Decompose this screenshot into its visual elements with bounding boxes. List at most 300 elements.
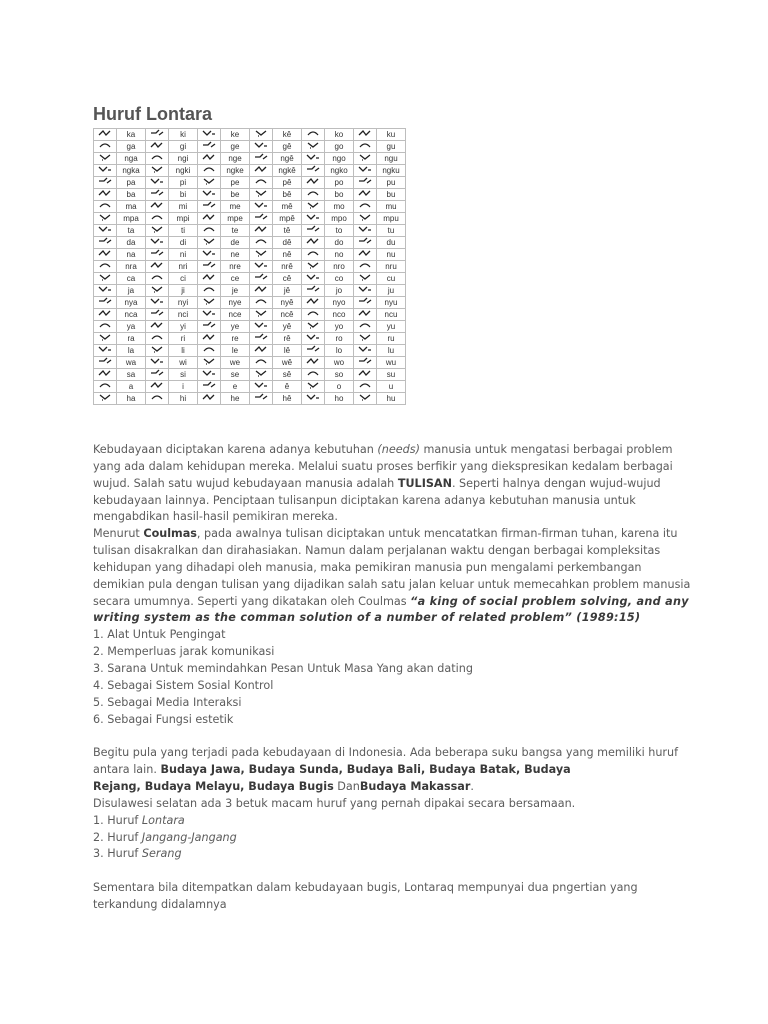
lontara-glyph-icon: [302, 129, 325, 141]
syllable-cell: ngko: [325, 165, 354, 177]
syllable-cell: mo: [325, 201, 354, 213]
lontara-glyph-icon: [94, 141, 117, 153]
syllable-cell: nga: [117, 153, 146, 165]
lontara-glyph-icon: [302, 297, 325, 309]
table-row: [94, 393, 406, 405]
syllable-cell: wo: [325, 357, 354, 369]
table-row: [94, 321, 406, 333]
script-list: [93, 813, 693, 864]
syllable-cell: mpa: [117, 213, 146, 225]
syllable-cell: gê: [273, 141, 302, 153]
syllable-cell: wi: [169, 357, 198, 369]
lontara-glyph-icon: [302, 213, 325, 225]
lontara-glyph-icon: [302, 189, 325, 201]
paragraph-sulawesi: Disulawesi selatan ada 3 betuk macam huruf yang pernah dipakai secara bersamaan.: [93, 796, 576, 810]
lontara-glyph-icon: [198, 345, 221, 357]
table-row: [94, 357, 406, 369]
lontara-glyph-icon: [250, 237, 273, 249]
lontara-glyph-icon: [354, 309, 377, 321]
syllable-cell: sa: [117, 369, 146, 381]
syllable-cell: lê: [273, 345, 302, 357]
lontara-glyph-icon: [198, 225, 221, 237]
lontara-glyph-icon: [198, 141, 221, 153]
paragraph-coulmas: Menurut Coulmas, pada awalnya tulisan diciptakan untuk mencatatkan firman-firman tuhan, karena itu tulisan disakralkan dan dirahasiakan. Namun dalam perjalanan waktu dengan berbagai kompleksitas kehidupan yang dihadapi oleh manusia, maka pemikiran manusia pun mengalami perkembangan demikian pula dengan tulisan yang dijadikan salah satu jalan keluar untuk memecahkan problem manusia secara umumnya. Seperti yang dikatakan oleh Coulmas “a king of social problem solving, and any writing system as the comman solution of a number of related problem” (1989:15): [93, 527, 691, 625]
syllable-cell: hê: [273, 393, 302, 405]
lontara-glyph-icon: [354, 369, 377, 381]
syllable-cell: wê: [273, 357, 302, 369]
syllable-cell: ti: [169, 225, 198, 237]
syllable-cell: si: [169, 369, 198, 381]
syllable-cell: ra: [117, 333, 146, 345]
syllable-cell: ci: [169, 273, 198, 285]
lontara-glyph-icon: [354, 237, 377, 249]
syllable-cell: gi: [169, 141, 198, 153]
syllable-cell: jo: [325, 285, 354, 297]
lontara-glyph-icon: [146, 261, 169, 273]
lontara-glyph-icon: [198, 381, 221, 393]
lontara-glyph-icon: [146, 345, 169, 357]
list-item: 2. Huruf Jangang-Jangang: [93, 830, 237, 844]
table-row: [94, 285, 406, 297]
lontara-glyph-icon: [250, 189, 273, 201]
lontara-glyph-icon: [302, 141, 325, 153]
lontara-glyph-icon: [198, 129, 221, 141]
lontara-glyph-icon: [302, 333, 325, 345]
syllable-cell: ju: [377, 285, 406, 297]
syllable-cell: nya: [117, 297, 146, 309]
lontara-glyph-icon: [250, 393, 273, 405]
syllable-cell: le: [221, 345, 250, 357]
paragraph-kebudayaan: Kebudayaan diciptakan karena adanya kebutuhan (needs) manusia untuk mengatasi berbagai problem yang ada dalam kehidupan mereka. Melalui suatu proses berfikir yang diekspresikan kedalam berbagai wujud. Salah satu wujud kebudayaan manusia adalah TULISAN. Seperti halnya dengan wujud-wujud kebudayaan lainnya. Penciptaan tulisanpun diciptakan karena adanya kebutuhan manusia untuk mengabdikan hasil-hasil pemikiran mereka.: [93, 443, 673, 524]
table-row: [94, 345, 406, 357]
lontara-glyph-icon: [354, 213, 377, 225]
syllable-cell: mpê: [273, 213, 302, 225]
lontara-glyph-icon: [146, 177, 169, 189]
syllable-cell: no: [325, 249, 354, 261]
syllable-cell: wa: [117, 357, 146, 369]
syllable-cell: ya: [117, 321, 146, 333]
syllable-cell: ca: [117, 273, 146, 285]
lontara-glyph-icon: [250, 333, 273, 345]
list-item: 3. Huruf Serang: [93, 847, 182, 861]
syllable-cell: yo: [325, 321, 354, 333]
lontara-glyph-icon: [354, 321, 377, 333]
lontara-glyph-icon: [302, 285, 325, 297]
lontara-script-table: [93, 128, 406, 405]
syllable-cell: to: [325, 225, 354, 237]
syllable-cell: bo: [325, 189, 354, 201]
lontara-glyph-icon: [354, 381, 377, 393]
lontara-glyph-icon: [198, 393, 221, 405]
syllable-cell: yi: [169, 321, 198, 333]
lontara-glyph-icon: [146, 141, 169, 153]
syllable-cell: se: [221, 369, 250, 381]
syllable-cell: co: [325, 273, 354, 285]
syllable-cell: du: [377, 237, 406, 249]
lontara-glyph-icon: [94, 189, 117, 201]
page-title: Huruf Lontara: [93, 104, 212, 124]
syllable-cell: ncê: [273, 309, 302, 321]
syllable-cell: nu: [377, 249, 406, 261]
lontara-glyph-icon: [302, 393, 325, 405]
lontara-glyph-icon: [198, 153, 221, 165]
syllable-cell: da: [117, 237, 146, 249]
table-row: [94, 165, 406, 177]
lontara-glyph-icon: [354, 345, 377, 357]
syllable-cell: ngka: [117, 165, 146, 177]
lontara-glyph-icon: [146, 165, 169, 177]
lontara-glyph-icon: [198, 189, 221, 201]
lontara-glyph-icon: [302, 261, 325, 273]
syllable-cell: pi: [169, 177, 198, 189]
lontara-glyph-icon: [146, 297, 169, 309]
lontara-glyph-icon: [94, 381, 117, 393]
lontara-glyph-icon: [94, 273, 117, 285]
syllable-cell: ru: [377, 333, 406, 345]
paragraph-bugis: Sementara bila ditempatkan dalam kebudayaan bugis, Lontaraq mempunyai dua pngertian yang terkandung didalamnya: [93, 881, 638, 912]
syllable-cell: nro: [325, 261, 354, 273]
lontara-glyph-icon: [250, 141, 273, 153]
lontara-glyph-icon: [354, 129, 377, 141]
lontara-glyph-icon: [198, 285, 221, 297]
syllable-cell: nge: [221, 153, 250, 165]
syllable-cell: yê: [273, 321, 302, 333]
list-item: 4. Sebagai Sistem Sosial Kontrol: [93, 678, 274, 692]
lontara-glyph-icon: [302, 345, 325, 357]
lontara-glyph-icon: [146, 189, 169, 201]
lontara-glyph-icon: [250, 213, 273, 225]
lontara-glyph-icon: [250, 285, 273, 297]
syllable-cell: do: [325, 237, 354, 249]
syllable-cell: pa: [117, 177, 146, 189]
lontara-glyph-icon: [94, 225, 117, 237]
syllable-cell: ga: [117, 141, 146, 153]
syllable-cell: ne: [221, 249, 250, 261]
syllable-cell: kê: [273, 129, 302, 141]
syllable-cell: ku: [377, 129, 406, 141]
lontara-glyph-icon: [354, 285, 377, 297]
syllable-cell: ngku: [377, 165, 406, 177]
lontara-glyph-icon: [146, 357, 169, 369]
syllable-cell: lo: [325, 345, 354, 357]
lontara-glyph-icon: [302, 321, 325, 333]
syllable-cell: ma: [117, 201, 146, 213]
list-item: 1. Alat Untuk Pengingat: [93, 628, 226, 642]
syllable-cell: nrê: [273, 261, 302, 273]
syllable-cell: bi: [169, 189, 198, 201]
syllable-cell: tê: [273, 225, 302, 237]
lontara-glyph-icon: [146, 333, 169, 345]
syllable-cell: ko: [325, 129, 354, 141]
lontara-glyph-icon: [302, 153, 325, 165]
syllable-cell: so: [325, 369, 354, 381]
syllable-cell: me: [221, 201, 250, 213]
lontara-glyph-icon: [94, 249, 117, 261]
paragraph-indonesia: Begitu pula yang terjadi pada kebudayaan di Indonesia. Ada beberapa suku bangsa yang memiliki huruf antara lain. Budaya Jawa, Budaya Sunda, Budaya Bali, Budaya Batak, Budaya Rejang, Budaya Melayu, Budaya Bugis DanBudaya Makassar.: [93, 746, 679, 794]
syllable-cell: u: [377, 381, 406, 393]
lontara-glyph-icon: [354, 165, 377, 177]
syllable-cell: i: [169, 381, 198, 393]
syllable-cell: ja: [117, 285, 146, 297]
syllable-cell: nru: [377, 261, 406, 273]
syllable-cell: ngki: [169, 165, 198, 177]
syllable-cell: jê: [273, 285, 302, 297]
lontara-glyph-icon: [302, 225, 325, 237]
table-row: [94, 273, 406, 285]
lontara-glyph-icon: [94, 165, 117, 177]
lontara-glyph-icon: [94, 213, 117, 225]
lontara-glyph-icon: [94, 345, 117, 357]
syllable-cell: mpu: [377, 213, 406, 225]
article-body: [93, 442, 693, 914]
syllable-cell: lu: [377, 345, 406, 357]
syllable-cell: pê: [273, 177, 302, 189]
syllable-cell: ji: [169, 285, 198, 297]
lontara-glyph-icon: [94, 357, 117, 369]
table-row: [94, 189, 406, 201]
syllable-cell: dê: [273, 237, 302, 249]
syllable-cell: ngi: [169, 153, 198, 165]
syllable-cell: go: [325, 141, 354, 153]
syllable-cell: hu: [377, 393, 406, 405]
lontara-glyph-icon: [94, 297, 117, 309]
syllable-cell: a: [117, 381, 146, 393]
lontara-glyph-icon: [198, 357, 221, 369]
syllable-cell: po: [325, 177, 354, 189]
lontara-glyph-icon: [250, 261, 273, 273]
syllable-cell: ce: [221, 273, 250, 285]
syllable-cell: ke: [221, 129, 250, 141]
syllable-cell: sê: [273, 369, 302, 381]
lontara-glyph-icon: [198, 213, 221, 225]
table-row: [94, 309, 406, 321]
table-row: [94, 249, 406, 261]
table-row: [94, 381, 406, 393]
lontara-glyph-icon: [94, 237, 117, 249]
list-item: 6. Sebagai Fungsi estetik: [93, 712, 234, 726]
lontara-glyph-icon: [198, 309, 221, 321]
syllable-cell: wu: [377, 357, 406, 369]
table-row: [94, 225, 406, 237]
lontara-glyph-icon: [250, 201, 273, 213]
syllable-cell: nre: [221, 261, 250, 273]
syllable-cell: bu: [377, 189, 406, 201]
syllable-cell: nci: [169, 309, 198, 321]
lontara-glyph-icon: [302, 381, 325, 393]
lontara-glyph-icon: [250, 225, 273, 237]
syllable-cell: nyu: [377, 297, 406, 309]
lontara-glyph-icon: [198, 177, 221, 189]
lontara-glyph-icon: [250, 309, 273, 321]
lontara-glyph-icon: [354, 393, 377, 405]
syllable-cell: ki: [169, 129, 198, 141]
lontara-glyph-icon: [146, 201, 169, 213]
lontara-glyph-icon: [146, 393, 169, 405]
lontara-glyph-icon: [146, 273, 169, 285]
lontara-glyph-icon: [354, 273, 377, 285]
syllable-cell: be: [221, 189, 250, 201]
lontara-glyph-icon: [146, 237, 169, 249]
lontara-glyph-icon: [250, 381, 273, 393]
syllable-cell: gu: [377, 141, 406, 153]
syllable-cell: ye: [221, 321, 250, 333]
lontara-glyph-icon: [250, 297, 273, 309]
syllable-cell: nca: [117, 309, 146, 321]
lontara-glyph-icon: [94, 177, 117, 189]
table-row: [94, 141, 406, 153]
lontara-glyph-icon: [354, 297, 377, 309]
lontara-glyph-icon: [146, 309, 169, 321]
syllable-cell: mpi: [169, 213, 198, 225]
lontara-glyph-icon: [94, 201, 117, 213]
lontara-glyph-icon: [354, 249, 377, 261]
lontara-glyph-icon: [94, 261, 117, 273]
lontara-glyph-icon: [302, 357, 325, 369]
syllable-cell: mu: [377, 201, 406, 213]
syllable-cell: de: [221, 237, 250, 249]
list-item: 2. Memperluas jarak komunikasi: [93, 645, 275, 659]
syllable-cell: nra: [117, 261, 146, 273]
syllable-cell: ngke: [221, 165, 250, 177]
lontara-glyph-icon: [94, 393, 117, 405]
lontara-glyph-icon: [146, 249, 169, 261]
table-row: [94, 129, 406, 141]
lontara-glyph-icon: [354, 141, 377, 153]
lontara-glyph-icon: [198, 201, 221, 213]
syllable-cell: ni: [169, 249, 198, 261]
syllable-cell: ngê: [273, 153, 302, 165]
lontara-glyph-icon: [250, 357, 273, 369]
table-row: [94, 201, 406, 213]
lontara-glyph-icon: [198, 273, 221, 285]
syllable-cell: ha: [117, 393, 146, 405]
syllable-cell: nce: [221, 309, 250, 321]
syllable-cell: na: [117, 249, 146, 261]
syllable-cell: ê: [273, 381, 302, 393]
lontara-glyph-icon: [94, 321, 117, 333]
syllable-cell: pu: [377, 177, 406, 189]
list-item: 3. Sarana Untuk memindahkan Pesan Untuk Masa Yang akan dating: [93, 661, 473, 675]
lontara-glyph-icon: [354, 225, 377, 237]
syllable-cell: ngo: [325, 153, 354, 165]
lontara-glyph-icon: [250, 165, 273, 177]
lontara-glyph-icon: [302, 249, 325, 261]
syllable-cell: pe: [221, 177, 250, 189]
lontara-glyph-icon: [146, 285, 169, 297]
lontara-glyph-icon: [198, 369, 221, 381]
syllable-cell: rê: [273, 333, 302, 345]
syllable-cell: hi: [169, 393, 198, 405]
syllable-cell: nê: [273, 249, 302, 261]
lontara-glyph-icon: [146, 369, 169, 381]
syllable-cell: bê: [273, 189, 302, 201]
syllable-cell: re: [221, 333, 250, 345]
list-item: 1. Huruf Lontara: [93, 813, 185, 827]
table-row: [94, 261, 406, 273]
syllable-cell: mê: [273, 201, 302, 213]
lontara-glyph-icon: [146, 213, 169, 225]
syllable-cell: nye: [221, 297, 250, 309]
lontara-glyph-icon: [302, 369, 325, 381]
syllable-cell: nri: [169, 261, 198, 273]
syllable-cell: nyo: [325, 297, 354, 309]
lontara-glyph-icon: [94, 309, 117, 321]
lontara-glyph-icon: [250, 273, 273, 285]
table-row: [94, 177, 406, 189]
syllable-cell: la: [117, 345, 146, 357]
lontara-glyph-icon: [198, 165, 221, 177]
lontara-glyph-icon: [354, 357, 377, 369]
syllable-cell: yu: [377, 321, 406, 333]
lontara-glyph-icon: [302, 273, 325, 285]
syllable-cell: tu: [377, 225, 406, 237]
lontara-glyph-icon: [198, 297, 221, 309]
lontara-glyph-icon: [198, 321, 221, 333]
syllable-cell: ta: [117, 225, 146, 237]
lontara-glyph-icon: [250, 321, 273, 333]
lontara-glyph-icon: [146, 129, 169, 141]
syllable-cell: ncu: [377, 309, 406, 321]
lontara-glyph-icon: [302, 201, 325, 213]
lontara-glyph-icon: [302, 237, 325, 249]
syllable-cell: je: [221, 285, 250, 297]
lontara-glyph-icon: [94, 369, 117, 381]
lontara-glyph-icon: [302, 177, 325, 189]
syllable-cell: we: [221, 357, 250, 369]
lontara-glyph-icon: [250, 369, 273, 381]
lontara-glyph-icon: [250, 177, 273, 189]
syllable-cell: mi: [169, 201, 198, 213]
lontara-glyph-icon: [250, 153, 273, 165]
lontara-glyph-icon: [354, 153, 377, 165]
lontara-glyph-icon: [354, 189, 377, 201]
syllable-cell: ri: [169, 333, 198, 345]
lontara-glyph-icon: [94, 153, 117, 165]
lontara-glyph-icon: [354, 333, 377, 345]
syllable-cell: he: [221, 393, 250, 405]
syllable-cell: cu: [377, 273, 406, 285]
lontara-glyph-icon: [146, 225, 169, 237]
syllable-cell: nyi: [169, 297, 198, 309]
syllable-cell: mpo: [325, 213, 354, 225]
syllable-cell: ro: [325, 333, 354, 345]
lontara-glyph-icon: [198, 333, 221, 345]
lontara-glyph-icon: [250, 249, 273, 261]
syllable-cell: te: [221, 225, 250, 237]
table-row: [94, 213, 406, 225]
syllable-cell: ge: [221, 141, 250, 153]
syllable-cell: ngkê: [273, 165, 302, 177]
lontara-glyph-icon: [146, 321, 169, 333]
syllable-cell: cê: [273, 273, 302, 285]
table-row: [94, 333, 406, 345]
lontara-glyph-icon: [146, 153, 169, 165]
lontara-glyph-icon: [250, 129, 273, 141]
lontara-glyph-icon: [354, 201, 377, 213]
lontara-glyph-icon: [354, 261, 377, 273]
syllable-cell: nyê: [273, 297, 302, 309]
syllable-cell: li: [169, 345, 198, 357]
lontara-glyph-icon: [94, 129, 117, 141]
lontara-glyph-icon: [198, 261, 221, 273]
lontara-glyph-icon: [354, 177, 377, 189]
table-row: [94, 153, 406, 165]
lontara-glyph-icon: [94, 333, 117, 345]
syllable-cell: ngu: [377, 153, 406, 165]
syllable-cell: nco: [325, 309, 354, 321]
table-row: [94, 297, 406, 309]
lontara-glyph-icon: [94, 285, 117, 297]
